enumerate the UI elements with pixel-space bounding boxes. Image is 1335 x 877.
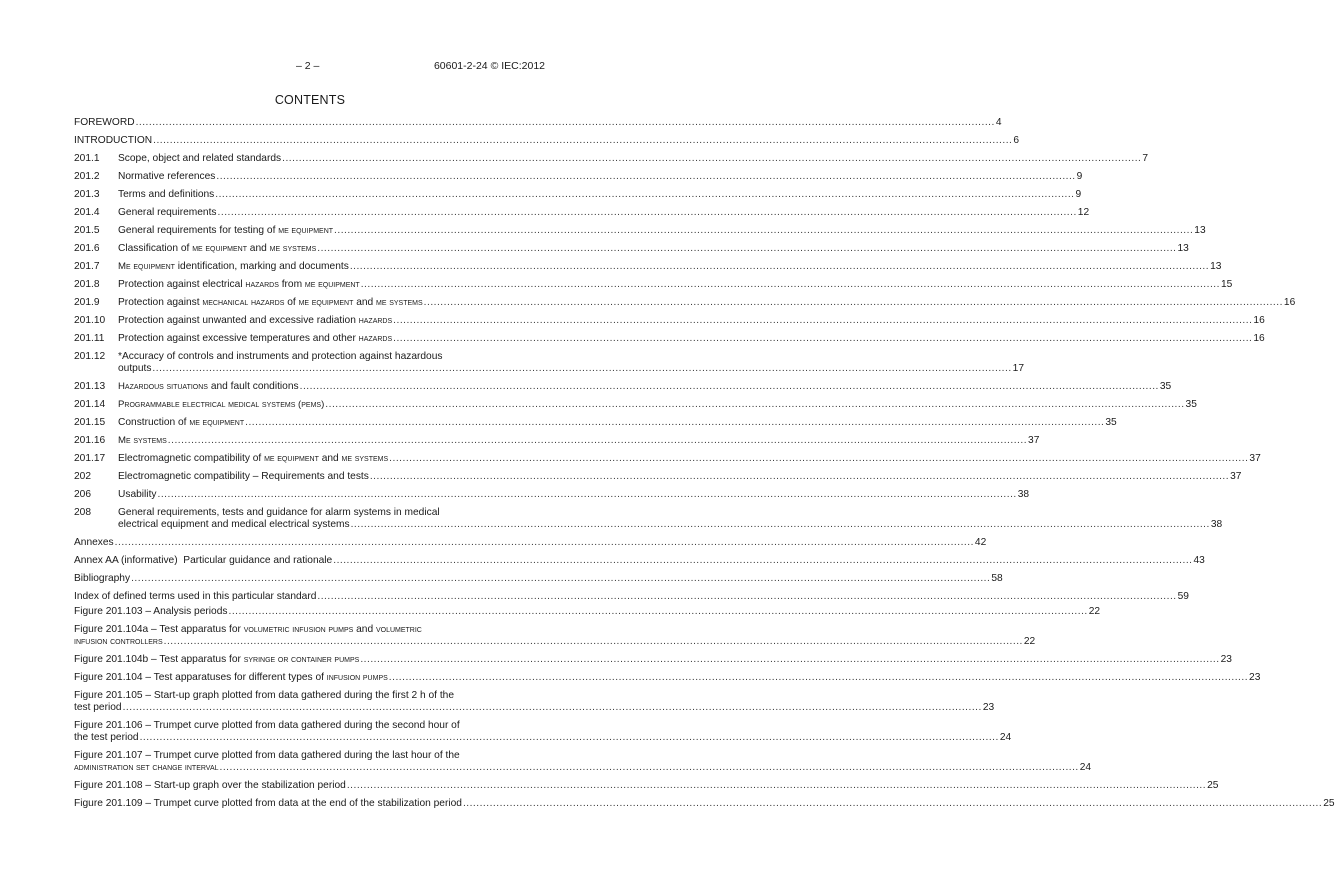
toc-entry-number: 206 (74, 489, 91, 500)
defined-term: Me systems (118, 435, 167, 446)
dot-leader (152, 363, 1011, 375)
toc-entry-page: 37 (1028, 435, 1040, 446)
toc-entry-title (118, 453, 388, 465)
toc-entry-title: INTRODUCTION (74, 135, 153, 146)
title-text: from (278, 279, 305, 290)
toc-entry-206[interactable] (74, 489, 1030, 501)
dot-leader (158, 489, 1017, 501)
figure-entry[interactable] (74, 672, 1261, 684)
title-text: Electromagnetic compatibility of (118, 453, 265, 464)
figure-entry[interactable] (74, 606, 1101, 618)
toc-entry-number: 201.9 (74, 297, 100, 308)
toc-entry-number: 201.6 (74, 243, 100, 254)
toc-entry-title (118, 279, 360, 291)
toc-entry-page: 38 (1017, 489, 1030, 500)
title-text: and (246, 243, 270, 254)
toc-entry-page: 16 (1253, 333, 1265, 344)
title-text: identification, marking and documents (174, 261, 349, 272)
toc-entry-title-line1: General requirements, tests and guidance for alarm systems in medical (118, 507, 440, 518)
toc-entry-201-16[interactable] (74, 435, 1040, 447)
toc-entry-number: 201.1 (74, 153, 100, 164)
dot-leader (220, 762, 1079, 774)
toc-entry-201-4[interactable] (74, 207, 1090, 219)
dot-leader (370, 471, 1229, 483)
figure-title-line1: Figure 201.107 – Trumpet curve plotted from data gathered during the last hour of the (74, 750, 460, 761)
figure-title (74, 654, 359, 666)
toc-entry-number: 201.11 (74, 333, 105, 344)
defined-term: me equipment (298, 297, 354, 308)
toc-entry-page: 4 (995, 117, 1002, 128)
toc-entry-page: 42 (974, 537, 987, 548)
toc-entry-number: 201.12 (74, 351, 106, 362)
toc-entry-201-11[interactable] (74, 333, 1265, 345)
toc-entry-number: 201.17 (74, 453, 106, 464)
toc-entry-number: 201.5 (74, 225, 100, 236)
dot-leader (317, 591, 1176, 603)
figure-title-line2: test period (74, 702, 122, 713)
toc-entry-number: 201.3 (74, 189, 100, 200)
dot-leader (347, 780, 1206, 792)
figure-title-line2: infusion controllers (74, 636, 163, 647)
title-text: Classification of (118, 243, 193, 254)
toc-entry-number: 201.2 (74, 171, 100, 182)
figure-page: 23 (982, 702, 995, 713)
title-text: of (284, 297, 299, 308)
dot-leader (300, 381, 1159, 393)
dot-leader (360, 654, 1219, 666)
toc-entry-page: 15 (1220, 279, 1233, 290)
defined-term: mechanical hazards (202, 297, 285, 308)
dot-leader (140, 732, 999, 744)
toc-entry-201-10[interactable] (74, 315, 1265, 327)
toc-entry-page: 35 (1105, 417, 1117, 428)
toc-entry-201-9[interactable] (74, 297, 1296, 309)
figure-entry[interactable] (74, 798, 1335, 810)
dot-leader (164, 636, 1023, 648)
defined-term: hazards (358, 333, 393, 344)
document-reference: 60601-2-24 © IEC:2012 (433, 60, 545, 72)
toc-entry-number: 201.4 (74, 207, 100, 218)
toc-entry-201-6[interactable] (74, 243, 1189, 255)
title-text: General requirements for testing of (118, 225, 279, 236)
toc-entry-208[interactable] (74, 507, 1223, 531)
dot-leader (389, 672, 1248, 684)
dot-leader (282, 153, 1141, 165)
dot-leader (350, 261, 1209, 273)
title-text: Protection against electrical (118, 279, 246, 290)
defined-term: me systems (341, 453, 389, 464)
toc-entry-page: 17 (1012, 363, 1025, 374)
toc-entry-201-17[interactable] (74, 453, 1261, 465)
toc-entry-number: 201.7 (74, 261, 100, 272)
dot-leader (218, 207, 1077, 219)
figure-entry[interactable] (74, 780, 1219, 792)
toc-entry-page: 59 (1177, 591, 1189, 602)
toc-entry-index[interactable] (74, 591, 1189, 603)
toc-entry-page: 37 (1249, 453, 1261, 464)
figure-title-line1 (74, 624, 1035, 636)
toc-entry-page: 16 (1253, 315, 1265, 326)
toc-entry-title (118, 297, 423, 309)
dot-leader (333, 555, 1192, 567)
toc-entry-title-line2: electrical equipment and medical electrical systems (118, 519, 350, 530)
toc-entry-201-5[interactable] (74, 225, 1206, 237)
toc-entry-title: Annexes (74, 537, 114, 548)
toc-entry-page: 9 (1075, 189, 1082, 200)
dot-leader (168, 435, 1027, 447)
figure-entry[interactable] (74, 750, 1092, 774)
toc-entry-number: 201.15 (74, 417, 106, 428)
defined-term: volumetric infusion pumps (243, 624, 354, 635)
figure-title-line1: Figure 201.105 – Start-up graph plotted from data gathered during the first 2 h of the (74, 690, 455, 701)
toc-entry-title: Index of defined terms used in this particular standard (74, 591, 317, 602)
toc-entry-page: 37 (1230, 471, 1242, 482)
figure-page: 23 (1249, 672, 1261, 683)
dot-leader (393, 315, 1252, 327)
title-text: and fault conditions (207, 381, 299, 392)
toc-entry-201-1[interactable] (74, 153, 1149, 165)
toc-entry-201-13[interactable] (74, 381, 1172, 393)
toc-entry-201-2[interactable] (74, 171, 1083, 183)
toc-entry-page: 38 (1210, 519, 1223, 530)
dot-leader (215, 189, 1074, 201)
page-header (0, 60, 620, 74)
figure-title-line2: administration set change interval (74, 762, 219, 773)
toc-entry-number: 208 (74, 507, 91, 518)
toc-entry-title: Electromagnetic compatibility – Requirements and tests (118, 471, 369, 482)
figure-title: Figure 201.109 – Trumpet curve plotted from data at the end of the stabilization period (74, 798, 462, 809)
toc-entry-title: Terms and definitions (118, 189, 215, 200)
dot-leader (393, 333, 1252, 345)
dot-leader (136, 117, 995, 129)
title-text: Figure 201.104b – Test apparatus for (74, 654, 244, 665)
dot-leader (361, 279, 1220, 291)
figure-title: Figure 201.108 – Start-up graph over the stabilization period (74, 780, 346, 791)
defined-term: syringe or container pumps (243, 654, 360, 665)
toc-entry-page: 35 (1185, 399, 1197, 410)
contents-title: CONTENTS (274, 93, 346, 107)
toc-entry-201-14[interactable] (74, 399, 1197, 411)
dot-leader (245, 417, 1104, 429)
toc-entry-introduction[interactable] (74, 135, 1020, 147)
toc-entry-title: FOREWORD (74, 117, 135, 128)
dot-leader (317, 243, 1176, 255)
list-of-figures (74, 606, 1335, 816)
figure-page: 23 (1220, 654, 1232, 665)
toc-entry-page: 13 (1194, 225, 1206, 236)
toc-entry-page: 13 (1177, 243, 1189, 254)
figure-page: 25 (1207, 780, 1219, 791)
figure-entry[interactable] (74, 720, 1012, 744)
toc-entry-page: 16 (1283, 297, 1296, 308)
toc-entry-201-8[interactable] (74, 279, 1233, 291)
figure-entry[interactable] (74, 624, 1036, 648)
toc-entry-title: Usability (118, 489, 157, 500)
toc-entry-title: General requirements (118, 207, 217, 218)
toc-entry-201-3[interactable] (74, 189, 1082, 201)
toc-entry-title-line1: *Accuracy of controls and instruments and protection against hazardous (118, 351, 443, 362)
toc-entry-202[interactable] (74, 471, 1242, 483)
defined-term: volumetric (375, 624, 422, 635)
dot-leader (153, 135, 1012, 147)
toc-entry-number: 201.10 (74, 315, 106, 326)
figure-entry[interactable] (74, 654, 1232, 666)
toc-entry-page: 58 (991, 573, 1003, 584)
defined-term: me systems (376, 297, 423, 308)
figure-page: 24 (1079, 762, 1092, 773)
dot-leader (334, 225, 1193, 237)
dot-leader (131, 573, 990, 585)
defined-term: Me equipment (118, 261, 175, 272)
dot-leader (228, 606, 1087, 618)
toc-entry-bibliography[interactable] (74, 573, 1003, 585)
title-text: Construction of (118, 417, 190, 428)
figure-entry[interactable] (74, 690, 995, 714)
defined-term: hazards (245, 279, 279, 290)
defined-term: me systems (269, 243, 317, 254)
title-text: Protection against unwanted and excessive radiation (118, 315, 359, 326)
title-text: Figure 201.104 – Test apparatuses for different types of (74, 672, 327, 683)
toc-entry-title: Annex AA (informative) Particular guidance and rationale (74, 555, 333, 566)
title-text: Figure 201.104a – Test apparatus for (74, 624, 244, 635)
toc-entry-foreword[interactable] (74, 117, 1002, 129)
toc-entry-page: 35 (1159, 381, 1172, 392)
title-text: and (353, 297, 377, 308)
page-number: – 2 – (296, 60, 320, 72)
defined-term: me equipment (304, 279, 360, 290)
figure-page: 22 (1023, 636, 1036, 647)
title-text: Protection against (118, 297, 203, 308)
toc-entry-title (118, 381, 299, 393)
toc-entry-title (118, 399, 324, 411)
figure-page: 24 (999, 732, 1012, 743)
toc-entry-number: 201.13 (74, 381, 106, 392)
defined-term: Hazardous situations (118, 381, 208, 392)
toc-entry-annex-aa[interactable] (74, 555, 1205, 567)
toc-entry-title: Scope, object and related standards (118, 153, 282, 164)
toc-entry-title (118, 333, 392, 345)
toc-entry-title (118, 435, 167, 447)
toc-entry-title (118, 417, 244, 429)
title-text: Protection against excessive temperatures and other (118, 333, 359, 344)
toc-entry-title-line2: outputs (118, 363, 152, 374)
dot-leader (351, 519, 1210, 531)
title-text: and (318, 453, 342, 464)
toc-entry-title (118, 315, 392, 327)
toc-entry-page: 7 (1142, 153, 1149, 164)
toc-entry-page: 43 (1193, 555, 1205, 566)
toc-entry-201-12[interactable] (74, 351, 1025, 375)
defined-term: hazards (358, 315, 393, 326)
figure-page: 22 (1088, 606, 1101, 617)
dot-leader (216, 171, 1075, 183)
figure-title: Figure 201.103 – Analysis periods (74, 606, 228, 617)
toc-entry-number: 201.8 (74, 279, 100, 290)
dot-leader (325, 399, 1184, 411)
defined-term: me equipment (278, 225, 334, 236)
dot-leader (389, 453, 1248, 465)
toc-entry-page: 12 (1077, 207, 1090, 218)
defined-term: me equipment (264, 453, 319, 464)
dot-leader (123, 702, 982, 714)
figure-page: 25 (1323, 798, 1335, 809)
toc-entry-number: 201.16 (74, 435, 106, 446)
toc-entry-201-7[interactable] (74, 261, 1222, 273)
figure-title (74, 672, 388, 684)
toc-entry-title: Normative references (118, 171, 216, 182)
dot-leader (463, 798, 1322, 810)
defined-term: Programmable electrical medical systems (pems) (118, 399, 325, 410)
figure-title-line1: Figure 201.106 – Trumpet curve plotted from data gathered during the second hour of (74, 720, 460, 731)
toc-entry-page: 6 (1013, 135, 1020, 146)
dot-leader (424, 297, 1283, 309)
defined-term: infusion pumps (326, 672, 388, 683)
toc-entry-number: 202 (74, 471, 91, 482)
table-of-contents (74, 117, 1296, 609)
toc-entry-page: 9 (1076, 171, 1083, 182)
dot-leader (115, 537, 974, 549)
toc-entry-title: Bibliography (74, 573, 131, 584)
figure-title-line2: the test period (74, 732, 139, 743)
toc-entry-title (118, 261, 349, 273)
defined-term: me equipment (189, 417, 245, 428)
toc-entry-page: 13 (1210, 261, 1222, 272)
toc-entry-title (118, 225, 333, 237)
title-text: and (353, 624, 376, 635)
toc-entry-annexes[interactable] (74, 537, 987, 549)
toc-entry-number: 201.14 (74, 399, 106, 410)
toc-entry-201-15[interactable] (74, 417, 1117, 429)
toc-entry-title (118, 243, 316, 255)
defined-term: me equipment (192, 243, 247, 254)
